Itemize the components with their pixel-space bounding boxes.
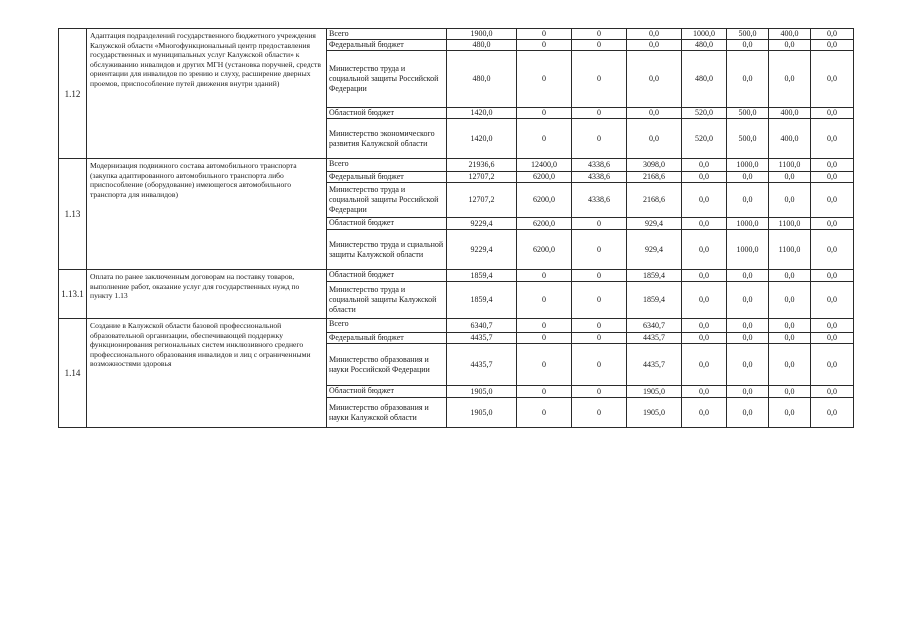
amount-cell: 1859,4: [447, 270, 517, 282]
amount-cell: 6200,0: [517, 218, 572, 230]
amount-cell: 12707,2: [447, 183, 517, 218]
amount-cell: 1900,0: [447, 29, 517, 40]
amount-cell: 0: [572, 51, 627, 108]
amount-cell: 0: [517, 40, 572, 51]
amount-cell: 0,0: [811, 230, 854, 270]
amount-cell: 0: [517, 333, 572, 344]
amount-cell: 0,0: [727, 40, 769, 51]
amount-cell: 6200,0: [517, 230, 572, 270]
amount-cell: 0,0: [727, 319, 769, 333]
amount-cell: 0,0: [682, 230, 727, 270]
table-row: [59, 270, 854, 282]
amount-cell: 9229,4: [447, 230, 517, 270]
amount-cell: 520,0: [682, 119, 727, 159]
item-number: 1.13: [59, 159, 87, 270]
amount-cell: 480,0: [447, 51, 517, 108]
amount-cell: 0: [572, 119, 627, 159]
amount-cell: 0: [572, 386, 627, 398]
amount-cell: 480,0: [682, 51, 727, 108]
amount-cell: 0,0: [682, 218, 727, 230]
amount-cell: 4338,6: [572, 159, 627, 172]
amount-cell: 1100,0: [769, 218, 811, 230]
amount-cell: 0: [572, 333, 627, 344]
amount-cell: 4435,7: [447, 344, 517, 386]
amount-cell: 0,0: [769, 344, 811, 386]
amount-cell: 4435,7: [627, 333, 682, 344]
amount-cell: 0: [517, 282, 572, 319]
funding-source: Министерство образования и науки Российской Федерации: [327, 344, 447, 386]
amount-cell: 21936,6: [447, 159, 517, 172]
amount-cell: 0: [517, 270, 572, 282]
amount-cell: 400,0: [769, 29, 811, 40]
amount-cell: 1000,0: [727, 230, 769, 270]
amount-cell: 0,0: [769, 319, 811, 333]
amount-cell: 1859,4: [627, 270, 682, 282]
amount-cell: 0,0: [811, 183, 854, 218]
amount-cell: 0,0: [682, 319, 727, 333]
amount-cell: 1000,0: [727, 159, 769, 172]
amount-cell: 0,0: [811, 29, 854, 40]
funding-source: Федеральный бюджет: [327, 172, 447, 183]
amount-cell: 0,0: [627, 119, 682, 159]
amount-cell: 0,0: [727, 344, 769, 386]
item-description: Оплата по ранее заключенным договорам на поставку товаров, выполнение работ, оказание услуг для государственных нужд по пункту 1.13: [87, 270, 327, 319]
amount-cell: 0,0: [811, 319, 854, 333]
table-row: [59, 29, 854, 40]
amount-cell: 0,0: [811, 172, 854, 183]
amount-cell: 0,0: [811, 386, 854, 398]
funding-source: Министерство труда и социальной защиты Российской Федерации: [327, 183, 447, 218]
amount-cell: 4338,6: [572, 172, 627, 183]
amount-cell: 9229,4: [447, 218, 517, 230]
amount-cell: 1100,0: [769, 159, 811, 172]
amount-cell: 0,0: [727, 183, 769, 218]
amount-cell: 0: [517, 51, 572, 108]
amount-cell: 0,0: [769, 172, 811, 183]
amount-cell: 0: [572, 29, 627, 40]
funding-source: Областной бюджет: [327, 218, 447, 230]
amount-cell: 0,0: [627, 40, 682, 51]
amount-cell: 0,0: [769, 40, 811, 51]
amount-cell: 0: [572, 319, 627, 333]
amount-cell: 0,0: [727, 172, 769, 183]
amount-cell: 480,0: [682, 40, 727, 51]
item-description: Создание в Калужской области базовой профессиональной образовательной организации, обеспечивающей поддержку функционирования региональных систем инклюзивного среднего профессионального образования инвалидов и лиц с ограниченными возможностями здоровья: [87, 319, 327, 428]
amount-cell: 1000,0: [682, 29, 727, 40]
funding-source: Всего: [327, 319, 447, 333]
amount-cell: 0,0: [811, 344, 854, 386]
amount-cell: 0,0: [682, 159, 727, 172]
item-description: Модернизация подвижного состава автомобильного транспорта (закупка адаптированного автомобильного транспорта либо приспособление (оборудование) имеющегося автомобильного транспорта для инвалидов): [87, 159, 327, 270]
amount-cell: 0,0: [627, 29, 682, 40]
amount-cell: 12400,0: [517, 159, 572, 172]
amount-cell: 0,0: [682, 282, 727, 319]
funding-source: Всего: [327, 159, 447, 172]
amount-cell: 0,0: [811, 108, 854, 119]
amount-cell: 0: [517, 344, 572, 386]
amount-cell: 0,0: [811, 333, 854, 344]
funding-source: Министерство труда и социальной защиты Калужской области: [327, 282, 447, 319]
amount-cell: 6200,0: [517, 183, 572, 218]
amount-cell: 2168,6: [627, 172, 682, 183]
amount-cell: 1859,4: [447, 282, 517, 319]
amount-cell: 0,0: [727, 51, 769, 108]
document-page: [58, 28, 854, 428]
amount-cell: 1420,0: [447, 119, 517, 159]
amount-cell: 0,0: [627, 108, 682, 119]
amount-cell: 6200,0: [517, 172, 572, 183]
funding-source: Министерство образования и науки Калужской области: [327, 398, 447, 428]
amount-cell: 0,0: [769, 333, 811, 344]
funding-source: Федеральный бюджет: [327, 333, 447, 344]
funding-source: Областной бюджет: [327, 108, 447, 119]
item-number: 1.14: [59, 319, 87, 428]
amount-cell: 4435,7: [627, 344, 682, 386]
amount-cell: 0,0: [682, 344, 727, 386]
item-number: 1.12: [59, 29, 87, 159]
amount-cell: 0: [517, 108, 572, 119]
amount-cell: 480,0: [447, 40, 517, 51]
amount-cell: 0,0: [811, 282, 854, 319]
amount-cell: 6340,7: [447, 319, 517, 333]
amount-cell: 0,0: [727, 282, 769, 319]
amount-cell: 500,0: [727, 108, 769, 119]
amount-cell: 0,0: [769, 51, 811, 108]
funding-source: Министерство экономического развития Калужской области: [327, 119, 447, 159]
amount-cell: 0: [572, 108, 627, 119]
amount-cell: 400,0: [769, 119, 811, 159]
amount-cell: 400,0: [769, 108, 811, 119]
amount-cell: 929,4: [627, 218, 682, 230]
amount-cell: 0,0: [769, 398, 811, 428]
budget-table: [58, 28, 854, 428]
amount-cell: 0,0: [811, 270, 854, 282]
item-description: Адаптация подразделений государственного бюджетного учреждения Калужской области «Многофункциональный центр предоставления государственных и муниципальных услуг Калужской области» к обслуживанию инвалидов и других МГН (установка поручней, средств ориентации для инвалидов по зрению и слуху, расширение дверных проемов, приспособление путей движения внутри зданий): [87, 29, 327, 159]
table-row: [59, 319, 854, 333]
amount-cell: 0,0: [682, 270, 727, 282]
amount-cell: 0,0: [682, 398, 727, 428]
amount-cell: 1000,0: [727, 218, 769, 230]
amount-cell: 0: [572, 270, 627, 282]
funding-source: Министерство труда и сциальной защиты Калужской области: [327, 230, 447, 270]
amount-cell: 0: [572, 230, 627, 270]
amount-cell: 4338,6: [572, 183, 627, 218]
amount-cell: 2168,6: [627, 183, 682, 218]
amount-cell: 500,0: [727, 119, 769, 159]
amount-cell: 500,0: [727, 29, 769, 40]
amount-cell: 0,0: [769, 386, 811, 398]
amount-cell: 0: [517, 386, 572, 398]
amount-cell: 12707,2: [447, 172, 517, 183]
funding-source: Областной бюджет: [327, 386, 447, 398]
amount-cell: 0: [572, 218, 627, 230]
amount-cell: 0: [517, 398, 572, 428]
table-row: [59, 159, 854, 172]
amount-cell: 0,0: [682, 183, 727, 218]
amount-cell: 1859,4: [627, 282, 682, 319]
amount-cell: 0,0: [627, 51, 682, 108]
funding-source: Федеральный бюджет: [327, 40, 447, 51]
item-number: 1.13.1: [59, 270, 87, 319]
amount-cell: 0,0: [811, 159, 854, 172]
amount-cell: 0: [517, 29, 572, 40]
amount-cell: 0: [572, 344, 627, 386]
funding-source: Всего: [327, 29, 447, 40]
amount-cell: 1905,0: [447, 398, 517, 428]
amount-cell: 0,0: [682, 386, 727, 398]
amount-cell: 0,0: [727, 333, 769, 344]
amount-cell: 6340,7: [627, 319, 682, 333]
amount-cell: 0,0: [727, 398, 769, 428]
amount-cell: 1420,0: [447, 108, 517, 119]
amount-cell: 0,0: [811, 40, 854, 51]
amount-cell: 1100,0: [769, 230, 811, 270]
amount-cell: 0,0: [811, 398, 854, 428]
amount-cell: 3098,0: [627, 159, 682, 172]
amount-cell: 0: [572, 398, 627, 428]
funding-source: Областной бюджет: [327, 270, 447, 282]
amount-cell: 929,4: [627, 230, 682, 270]
amount-cell: 0: [572, 40, 627, 51]
amount-cell: 520,0: [682, 108, 727, 119]
amount-cell: 1905,0: [627, 398, 682, 428]
amount-cell: 0,0: [811, 218, 854, 230]
amount-cell: 0,0: [769, 183, 811, 218]
amount-cell: 1905,0: [447, 386, 517, 398]
amount-cell: 0,0: [769, 270, 811, 282]
amount-cell: 0,0: [682, 172, 727, 183]
funding-source: Министерство труда и социальной защиты Российской Федерации: [327, 51, 447, 108]
amount-cell: 4435,7: [447, 333, 517, 344]
amount-cell: 0: [517, 119, 572, 159]
amount-cell: 0,0: [727, 386, 769, 398]
amount-cell: 0,0: [682, 333, 727, 344]
amount-cell: 0: [517, 319, 572, 333]
amount-cell: 0: [572, 282, 627, 319]
amount-cell: 1905,0: [627, 386, 682, 398]
amount-cell: 0,0: [811, 119, 854, 159]
amount-cell: 0,0: [811, 51, 854, 108]
amount-cell: 0,0: [769, 282, 811, 319]
amount-cell: 0,0: [727, 270, 769, 282]
